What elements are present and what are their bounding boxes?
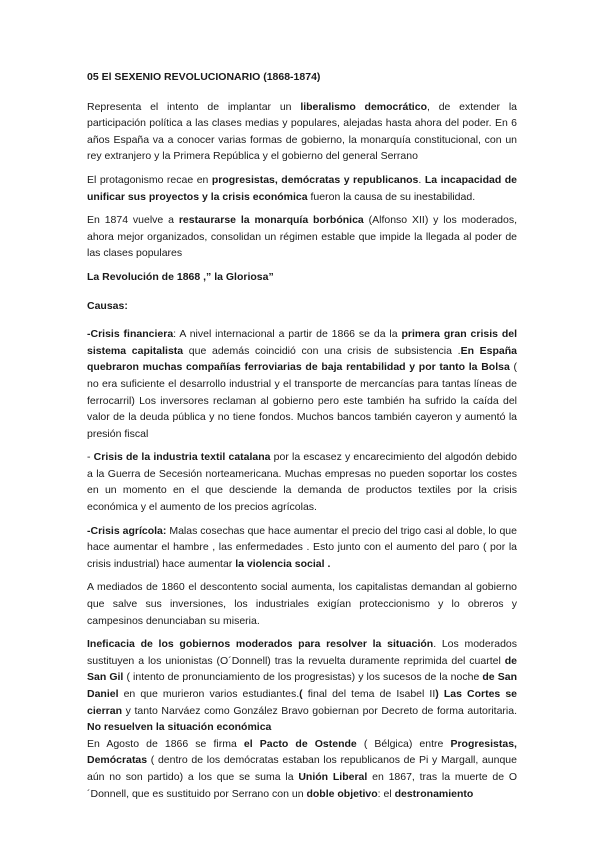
text-run: y tanto Narváez como González Bravo gobiernan por Decreto de forma autoritaria.: [122, 704, 517, 717]
bold-text: Crisis de la industria textil catalana: [93, 451, 271, 464]
text-run: : el: [377, 787, 395, 800]
bold-text: primera gran crisis del sistema capitalista: [87, 328, 518, 357]
bold-text: progresistas, demócratas y republicanos: [211, 173, 419, 186]
text-run: En Agosto de 1866 se firma: [87, 737, 244, 750]
text-run: Representa el intento de implantar un: [87, 100, 301, 113]
text-run: En 1874 vuelve a: [87, 214, 179, 227]
bold-text: de San Daniel: [87, 671, 517, 700]
bold-text: Unión Liberal: [298, 770, 368, 783]
section-heading: La Revolución de 1868 ,” la Gloriosa”: [87, 270, 274, 283]
bold-text: la violencia social .: [235, 557, 331, 570]
bold-text: (: [299, 688, 303, 700]
text-run: ( Bélgica) entre: [356, 737, 451, 750]
text-run: ( no era suficiente el desarrollo industrial y el transporte de mercancías para tantas líneas de ferrocarril) Los inversores reclaman al gobierno pero este también ha sufrido la caída del valor de la deuda pública y no tiene fondos. Muchos bancos también cayeron y aumentó la presión fiscal: [87, 361, 517, 440]
text-run: fueron la causa de su inestabilidad.: [307, 190, 476, 203]
causes-section: [87, 326, 517, 802]
text-run: final del tema de Isabel II: [302, 688, 436, 700]
text-run: , de extender la participación política a las clases medias y populares, alejadas hasta ahora del poder. En 6 años España va a conocer varias formas de gobierno, la monarquía constitucional, con un rey extranjero y la Primera República y el gobierno del general Serrano: [87, 100, 518, 163]
bold-text: restaurarse la monarquía borbónica: [178, 214, 364, 227]
body-paragraph: [87, 523, 517, 573]
bold-text: liberalismo democrático: [300, 100, 427, 113]
body-paragraph: [87, 449, 517, 515]
text-run: en 1867, tras la muerte de O´Donnell, que es sustituido por Serrano con un: [87, 770, 517, 800]
body-paragraph: [87, 326, 517, 442]
bold-text: el Pacto de Ostende: [243, 737, 357, 750]
text-run: que además coincidió con una crisis de subsistencia .: [183, 344, 461, 357]
bold-text: destronamiento: [394, 787, 474, 800]
text-run: por la escasez y encarecimiento del algodón debido a la Guerra de Secesión norteamericana. Muchas empresas no pueden soportar los costes en un momento en el que desciende la demanda de productos textiles por la crisis económica y el aumento de los precios agrícolas.: [87, 451, 517, 514]
text-run: ( dentro de los demócratas estaban los republicanos de Pi y Margall, aunque aún no son partido) a los que se suma la: [87, 754, 517, 783]
body-paragraph: [87, 736, 517, 802]
text-run: ( intento de pronunciamiento de los progresistas) y los sucesos de la noche: [123, 671, 483, 684]
document-title: 05 El SEXENIO REVOLUCIONARIO (1868-1874): [87, 71, 321, 83]
bold-text: La incapacidad de unificar sus proyectos y la crisis económica: [87, 173, 518, 203]
text-run: A mediados de 1860 el descontento social aumenta, los capitalistas demandan al gobierno que salve sus inversiones, los industriales exigían proteccionismo y lo obreros y campesinos denunciaban su miseria.: [87, 581, 517, 627]
intro-paragraph: [87, 99, 517, 165]
text-run: -: [87, 451, 94, 464]
body-paragraph: [87, 579, 517, 629]
document-content: [87, 69, 517, 802]
intro-section: [87, 99, 517, 262]
bold-text: En España quebraron muchas compañías ferroviarias de baja rentabilidad y por tanto la Bolsa: [87, 344, 517, 374]
text-run: (Alfonso XII) y los moderados, ahora mejor organizados, consolidan un régimen estable que impide la llegada al poder de las clases populares: [87, 214, 517, 260]
bold-text: -Crisis agrícola:: [87, 524, 167, 537]
text-run: El protagonismo recae en: [87, 173, 212, 186]
intro-paragraph: [87, 212, 517, 262]
bold-text: doble objetivo: [306, 787, 378, 800]
bold-text: ) Las Cortes se cierran: [87, 688, 517, 717]
text-run: . Los moderados sustituyen a los unionistas (O´Donnell) tras la revuelta duramente reprimida del cuartel: [87, 638, 517, 667]
causes-heading: Causas:: [87, 299, 128, 312]
text-run: .: [418, 173, 425, 186]
bold-text: de San Gil: [87, 654, 517, 684]
bold-text: Progresistas, Demócratas: [87, 737, 517, 767]
bold-text: Ineficacia de los gobiernos moderados para resolver la situación: [87, 638, 434, 651]
intro-paragraph: [87, 172, 517, 205]
text-run: en que murieron varios estudiantes.: [118, 688, 300, 700]
text-run: Malas cosechas que hace aumentar el precio del trigo casi al doble, lo que hace aumentar el hambre , las enfermedades . Esto junto con el aumento del paro ( por la crisis industrial) hace aumentar: [87, 524, 517, 570]
text-run: : A nivel internacional a partir de 1866 se da la: [173, 328, 402, 341]
bold-text: No resuelven la situación económica: [87, 721, 272, 734]
bold-text: -Crisis financiera: [87, 328, 174, 341]
body-paragraph: [87, 636, 517, 736]
